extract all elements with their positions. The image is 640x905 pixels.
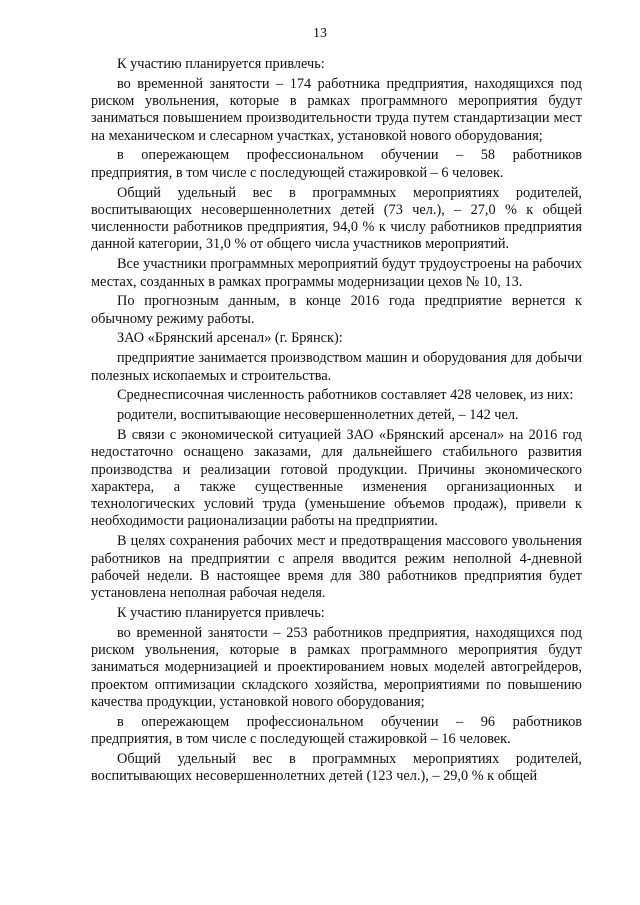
paragraph-training-1: в опережающем профессиональном обучении – 58 работников предприятия, в том числе с последующей стажировкой – 6 человек. [91,147,582,181]
paragraph-economic-situation: В связи с экономической ситуацией ЗАО «Брянский арсенал» на 2016 год недостаточно оснащено заказами, для дальнейшего стабильного развития производства и реализации готовой продукции. Причины экономического характера, а также существенные изменения организационных и технологических условий труда (уменьшение объемов продаж), привели к необходимости рационализации работы на предприятии. [91,426,582,530]
paragraph-parents-share-2: Общий удельный вес в программных мероприятиях родителей, воспитывающих несовершеннолетних детей (123 чел.), – 29,0 % к общей [91,750,582,785]
paragraph-employment-result: Все участники программных мероприятий будут трудоустроены на рабочих местах, созданных в рамках программы модернизации цехов № 10, 13. [91,256,582,290]
paragraph-training-2: в опережающем профессиональном обучении – 96 работников предприятия, в том числе с последующей стажировкой – 16 человек. [91,713,582,747]
paragraph-part-time-week: В целях сохранения рабочих мест и предотвращения массового увольнения работников на предприятии с апреля вводится режим неполной 4-дневной рабочей недели. В настоящее время для 380 работников предприятия будет установлена неполная рабочая неделя. [91,533,582,602]
paragraph-headcount: Среднесписочная численность работников составляет 428 человек, из них: [117,387,574,404]
paragraph-parents-share-1: Общий удельный вес в программных мероприятиях родителей, воспитывающих несовершеннолетних детей (73 чел.), – 27,0 % к общей численности работников предприятия, 94,0 % к числу работников предприятия данной категории, 31,0 % от общего числа участников мероприятий. [91,184,582,253]
body-text [91,56,582,788]
page-number: 13 [313,26,327,41]
paragraph-temporary-employment-2: во временной занятости – 253 работников предприятия, находящихся под риском увольнения, которые в рамках программного мероприятия будут заниматься модернизацией и проектированием новых моделей автогрейдеров, проектом оптимизации складского хозяйства, мероприятиями по повышению качества продукции, установкой нового оборудования; [91,624,582,710]
paragraph-company-heading: ЗАО «Брянский арсенал» (г. Брянск): [117,330,343,347]
paragraph-intro-2: К участию планируется привлечь: [117,604,325,621]
paragraph-company-activity: предприятие занимается производством машин и оборудования для добычи полезных ископаемых и строительства. [91,350,582,384]
paragraph-intro-1: К участию планируется привлечь: [117,56,325,72]
paragraph-temporary-employment-1: во временной занятости – 174 работника предприятия, находящихся под риском увольнения, которые в рамках программного мероприятия будут заниматься повышением производительности труда путем стандартизации мест на механическом и слесарном участках, установкой нового оборудования; [91,75,582,144]
paragraph-parents-count: родители, воспитывающие несовершеннолетних детей, – 142 чел. [117,407,519,424]
paragraph-forecast: По прогнозным данным, в конце 2016 года предприятие вернется к обычному режиму работы. [91,293,582,327]
